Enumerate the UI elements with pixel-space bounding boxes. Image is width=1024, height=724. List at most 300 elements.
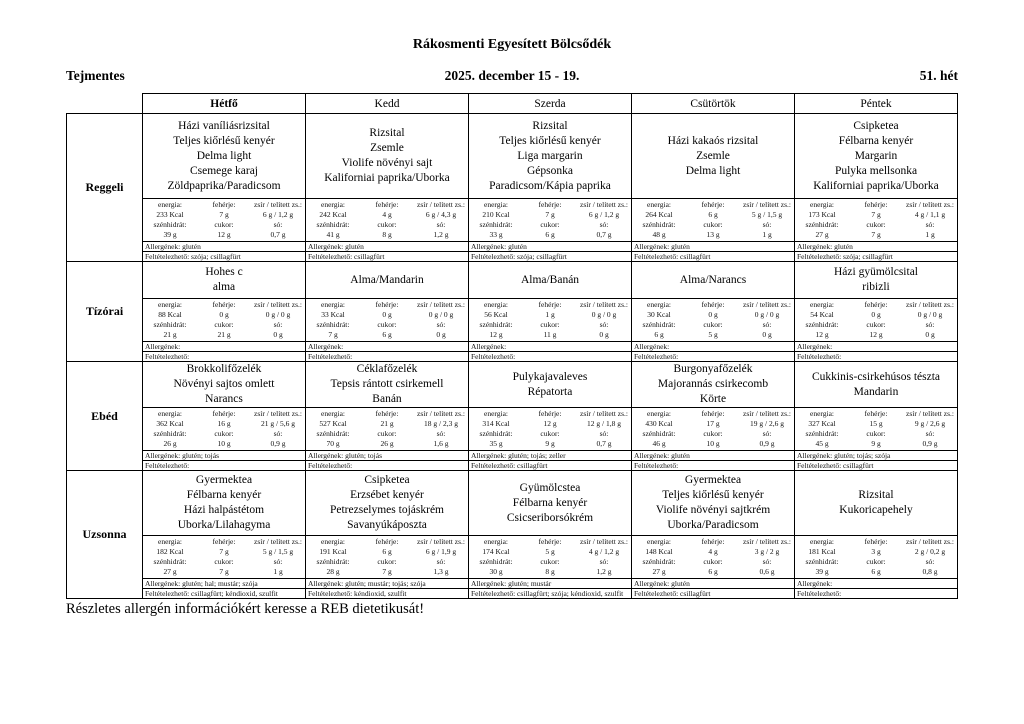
nutrition-grid xyxy=(469,535,631,578)
menu-cell xyxy=(306,471,469,599)
menu-item: Cukkinis-csirkehúsos tészta xyxy=(811,370,941,383)
nutrition-value: 28 g xyxy=(326,567,340,576)
nutrition-value: 9 g xyxy=(871,439,881,448)
nutrition-value: 264 Kcal xyxy=(645,210,673,219)
menu-items xyxy=(632,362,794,407)
menu-item: Céklafőzelék xyxy=(356,363,418,375)
nutrition-value: 30 g xyxy=(489,567,503,576)
menu-item: Hohes c xyxy=(205,266,243,278)
nutrition-label: zsír / telített zs.: xyxy=(906,200,954,209)
suspected-line: Feltételezhető: csillagfürt xyxy=(632,251,794,261)
menu-item: Delma light xyxy=(685,164,741,177)
menu-item: Félbarna kenyér xyxy=(512,496,588,509)
nutrition-value: 39 g xyxy=(163,230,177,239)
menu-items xyxy=(143,471,305,535)
nutrition-value: 6 g xyxy=(382,547,392,556)
nutrition-label: zsír / telített zs.: xyxy=(254,200,302,209)
nutrition-label: energia: xyxy=(809,537,835,546)
nutrition-label: energia: xyxy=(646,537,672,546)
nutrition-value: 8 g xyxy=(545,567,555,576)
nutrition-label: energia: xyxy=(809,409,835,418)
menu-item: Teljes kiőrlésű kenyér xyxy=(173,134,275,147)
nutrition-label: fehérje: xyxy=(701,537,725,546)
menu-cell xyxy=(795,262,958,362)
nutrition-grid xyxy=(306,298,468,341)
menu-cell xyxy=(143,471,306,599)
allergens-line: Allergének: xyxy=(143,341,305,351)
nutrition-label: szénhidrát: xyxy=(153,220,187,229)
allergens-line: Allergének: glutén; tojás xyxy=(143,450,305,460)
nutrition-value: 39 g xyxy=(815,567,829,576)
menu-items xyxy=(306,471,468,535)
nutrition-value: 233 Kcal xyxy=(156,210,184,219)
menu-items xyxy=(795,471,957,535)
diet-label: Tejmentes xyxy=(66,68,125,83)
nutrition-value: 0,7 g xyxy=(596,439,612,448)
menu-item: Banán xyxy=(372,393,402,405)
menu-item: Csicseriborsókrém xyxy=(506,511,594,524)
nutrition-label: fehérje: xyxy=(375,200,399,209)
nutrition-label: fehérje: xyxy=(538,537,562,546)
nutrition-grid xyxy=(632,535,794,578)
suspected-line: Feltételezhető: szója; csillagfürt xyxy=(469,251,631,261)
nutrition-value: 7 g xyxy=(871,230,881,239)
menu-item: Gyümölcstea xyxy=(519,481,581,494)
nutrition-label: fehérje: xyxy=(864,300,888,309)
nutrition-label: energia: xyxy=(483,409,509,418)
nutrition-value: 27 g xyxy=(652,567,666,576)
menu-items xyxy=(143,114,305,198)
menu-items xyxy=(632,262,794,298)
nutrition-label: szénhidrát: xyxy=(805,557,839,566)
menu-item: Zsemle xyxy=(696,149,730,162)
nutrition-label: só: xyxy=(273,557,283,566)
nutrition-label: energia: xyxy=(646,409,672,418)
menu-cell xyxy=(143,362,306,471)
nutrition-value: 327 Kcal xyxy=(808,419,836,428)
nutrition-value: 1 g xyxy=(273,567,283,576)
nutrition-grid xyxy=(632,298,794,341)
nutrition-label: energia: xyxy=(320,300,346,309)
nutrition-value: 0 g / 0 g xyxy=(428,310,454,319)
nutrition-label: cukor: xyxy=(214,429,234,438)
nutrition-grid xyxy=(632,407,794,450)
suspected-line: Feltételezhető: xyxy=(306,351,468,361)
meal-row-2 xyxy=(67,262,958,362)
nutrition-value: 0 g xyxy=(925,330,935,339)
menu-item: Erzsébet kenyér xyxy=(350,489,424,501)
nutrition-grid xyxy=(143,298,305,341)
nutrition-label: só: xyxy=(599,220,609,229)
nutrition-grid xyxy=(795,298,957,341)
corner-cell xyxy=(67,94,143,114)
day-header-row xyxy=(67,94,958,114)
meal-row-1 xyxy=(67,114,958,262)
nutrition-value: 26 g xyxy=(163,439,177,448)
day-header-wednesday: Szerda xyxy=(469,94,632,114)
nutrition-label: só: xyxy=(436,220,446,229)
suspected-line: Feltételezhető: csillagfürt xyxy=(306,251,468,261)
menu-items xyxy=(469,471,631,535)
nutrition-label: energia: xyxy=(320,409,346,418)
nutrition-label: cukor: xyxy=(866,320,886,329)
nutrition-label: szénhidrát: xyxy=(479,557,513,566)
nutrition-label: fehérje: xyxy=(375,537,399,546)
nutrition-value: 181 Kcal xyxy=(808,547,836,556)
menu-cell xyxy=(306,362,469,471)
nutrition-value: 7 g xyxy=(219,547,229,556)
nutrition-value: 0 g / 0 g xyxy=(754,310,780,319)
nutrition-label: só: xyxy=(599,557,609,566)
menu-items xyxy=(795,114,957,198)
nutrition-grid xyxy=(143,198,305,241)
date-range: 2025. december 15 - 19. xyxy=(444,68,580,83)
day-header-tuesday: Kedd xyxy=(306,94,469,114)
nutrition-value: 35 g xyxy=(489,439,503,448)
nutrition-value: 3 g / 2 g xyxy=(754,547,780,556)
menu-items xyxy=(469,262,631,298)
menu-item: Mandarin xyxy=(853,385,899,398)
menu-item: Félbarna kenyér xyxy=(186,489,262,501)
nutrition-label: energia: xyxy=(320,200,346,209)
nutrition-label: só: xyxy=(273,429,283,438)
nutrition-label: cukor: xyxy=(214,320,234,329)
nutrition-label: cukor: xyxy=(214,557,234,566)
nutrition-value: 314 Kcal xyxy=(482,419,510,428)
menu-item: Répatorta xyxy=(527,385,573,398)
nutrition-value: 7 g xyxy=(219,567,229,576)
menu-items xyxy=(632,471,794,535)
nutrition-value: 6 g xyxy=(654,330,664,339)
nutrition-value: 12 g xyxy=(217,230,231,239)
nutrition-grid xyxy=(469,407,631,450)
nutrition-value: 27 g xyxy=(815,230,829,239)
nutrition-label: szénhidrát: xyxy=(153,429,187,438)
nutrition-label: fehérje: xyxy=(864,537,888,546)
weekly-menu-table xyxy=(66,93,958,599)
nutrition-value: 27 g xyxy=(163,567,177,576)
nutrition-value: 6 g xyxy=(708,567,718,576)
nutrition-value: 45 g xyxy=(815,439,829,448)
menu-cell xyxy=(143,262,306,362)
allergens-line: Allergének: glutén xyxy=(306,241,468,251)
nutrition-label: cukor: xyxy=(377,557,397,566)
nutrition-value: 1,2 g xyxy=(433,230,449,239)
nutrition-value: 48 g xyxy=(652,230,666,239)
allergens-line: Allergének: xyxy=(469,341,631,351)
meal-row-4 xyxy=(67,471,958,599)
nutrition-value: 173 Kcal xyxy=(808,210,836,219)
suspected-line: Feltételezhető: xyxy=(143,460,305,470)
nutrition-value: 0 g / 0 g xyxy=(265,310,291,319)
nutrition-label: szénhidrát: xyxy=(805,220,839,229)
allergens-line: Allergének: glutén; tojás; szója xyxy=(795,450,957,460)
nutrition-label: szénhidrát: xyxy=(642,320,676,329)
nutrition-label: zsír / telített zs.: xyxy=(254,300,302,309)
allergens-line: Allergének: glutén; hal; mustár; szója xyxy=(143,578,305,588)
menu-item: Teljes kiőrlésű kenyér xyxy=(499,134,601,147)
suspected-line: Feltételezhető: kéndioxid, szulfit xyxy=(306,588,468,598)
menu-cell xyxy=(795,471,958,599)
nutrition-label: zsír / telített zs.: xyxy=(580,200,628,209)
menu-item: alma xyxy=(212,281,236,293)
menu-item: Alma/Narancs xyxy=(679,273,747,286)
nutrition-value: 7 g xyxy=(328,330,338,339)
suspected-line: Feltételezhető: szója; csillagfürt xyxy=(143,251,305,261)
nutrition-value: 13 g xyxy=(706,230,720,239)
nutrition-label: cukor: xyxy=(540,429,560,438)
nutrition-value: 0,8 g xyxy=(922,567,938,576)
nutrition-value: 6 g / 4,3 g xyxy=(425,210,457,219)
menu-item: Alma/Mandarin xyxy=(350,273,424,286)
nutrition-value: 182 Kcal xyxy=(156,547,184,556)
menu-item: Alma/Banán xyxy=(520,273,580,286)
allergens-line: Allergének: glutén xyxy=(469,241,631,251)
suspected-line: Feltételezhető: xyxy=(795,351,957,361)
nutrition-label: zsír / telített zs.: xyxy=(906,409,954,418)
menu-item: Félbarna kenyér xyxy=(838,134,914,147)
nutrition-value: 3 g xyxy=(871,547,881,556)
menu-item: Körte xyxy=(699,393,727,405)
nutrition-label: zsír / telített zs.: xyxy=(743,409,791,418)
nutrition-label: fehérje: xyxy=(538,200,562,209)
nutrition-label: fehérje: xyxy=(538,409,562,418)
nutrition-value: 9 g xyxy=(545,439,555,448)
nutrition-value: 0 g xyxy=(599,330,609,339)
nutrition-value: 5 g xyxy=(545,547,555,556)
nutrition-label: energia: xyxy=(157,409,183,418)
nutrition-label: zsír / telített zs.: xyxy=(254,537,302,546)
menu-cell xyxy=(306,114,469,262)
menu-cell xyxy=(795,114,958,262)
nutrition-label: só: xyxy=(273,320,283,329)
menu-cell xyxy=(143,114,306,262)
nutrition-label: só: xyxy=(599,429,609,438)
nutrition-label: szénhidrát: xyxy=(805,320,839,329)
nutrition-label: fehérje: xyxy=(701,300,725,309)
suspected-line: Feltételezhető: csillagfürt; szója; kéndioxid, szulfit xyxy=(469,588,631,598)
nutrition-value: 18 g / 2,3 g xyxy=(424,419,458,428)
nutrition-label: fehérje: xyxy=(864,409,888,418)
nutrition-grid xyxy=(795,198,957,241)
nutrition-label: szénhidrát: xyxy=(153,557,187,566)
menu-cell xyxy=(632,114,795,262)
nutrition-value: 6 g / 1,2 g xyxy=(262,210,294,219)
menu-item: Violife növényi sajtkrém xyxy=(655,504,771,516)
meal-label: Reggeli xyxy=(67,114,143,262)
menu-cell xyxy=(632,471,795,599)
nutrition-label: zsír / telített zs.: xyxy=(906,537,954,546)
menu-item: Házi gyümölcsital xyxy=(834,266,918,278)
nutrition-label: cukor: xyxy=(703,220,723,229)
nutrition-value: 1,2 g xyxy=(596,567,612,576)
nutrition-value: 21 g / 5,6 g xyxy=(261,419,295,428)
nutrition-grid xyxy=(143,535,305,578)
menu-item: Teljes kiőrlésű kenyér xyxy=(662,489,764,501)
nutrition-value: 33 Kcal xyxy=(321,310,345,319)
nutrition-label: zsír / telített zs.: xyxy=(417,537,465,546)
nutrition-value: 362 Kcal xyxy=(156,419,184,428)
nutrition-label: energia: xyxy=(483,200,509,209)
nutrition-label: energia: xyxy=(646,200,672,209)
menu-item: Liga margarin xyxy=(517,149,583,162)
menu-item: Tepsis rántott csirkemell xyxy=(330,378,444,390)
suspected-line: Feltételezhető: szója; csillagfürt xyxy=(795,251,957,261)
menu-cell xyxy=(469,114,632,262)
nutrition-value: 6 g xyxy=(871,567,881,576)
nutrition-label: zsír / telített zs.: xyxy=(743,537,791,546)
nutrition-label: cukor: xyxy=(540,557,560,566)
nutrition-value: 0 g xyxy=(871,310,881,319)
menu-cell xyxy=(795,362,958,471)
nutrition-value: 4 g / 1,1 g xyxy=(914,210,946,219)
nutrition-label: fehérje: xyxy=(701,409,725,418)
nutrition-value: 0,6 g xyxy=(759,567,775,576)
nutrition-value: 0 g xyxy=(219,310,229,319)
allergens-line: Allergének: xyxy=(632,341,794,351)
nutrition-value: 6 g / 1,9 g xyxy=(425,547,457,556)
nutrition-value: 4 g / 1,2 g xyxy=(588,547,620,556)
menu-item: Burgonyafőzelék xyxy=(673,363,753,375)
nutrition-label: szénhidrát: xyxy=(805,429,839,438)
menu-item: Pulykajavaleves xyxy=(512,370,588,383)
nutrition-label: energia: xyxy=(320,537,346,546)
nutrition-value: 174 Kcal xyxy=(482,547,510,556)
nutrition-label: só: xyxy=(273,220,283,229)
nutrition-label: só: xyxy=(925,320,935,329)
nutrition-label: só: xyxy=(762,220,772,229)
nutrition-label: zsír / telített zs.: xyxy=(417,409,465,418)
nutrition-label: cukor: xyxy=(214,220,234,229)
nutrition-value: 1,3 g xyxy=(433,567,449,576)
nutrition-value: 5 g xyxy=(708,330,718,339)
menu-item: Kukoricapehely xyxy=(839,504,913,516)
nutrition-label: cukor: xyxy=(866,557,886,566)
menu-items xyxy=(306,262,468,298)
nutrition-label: szénhidrát: xyxy=(316,429,350,438)
menu-item: Delma light xyxy=(196,149,252,162)
nutrition-label: energia: xyxy=(157,537,183,546)
allergens-line: Allergének: glutén xyxy=(632,450,794,460)
menu-items xyxy=(143,362,305,407)
day-header-friday: Péntek xyxy=(795,94,958,114)
nutrition-value: 56 Kcal xyxy=(484,310,508,319)
suspected-line: Feltételezhető: xyxy=(795,588,957,598)
allergens-line: Allergének: glutén; tojás; zeller xyxy=(469,450,631,460)
menu-items xyxy=(632,114,794,198)
nutrition-value: 12 g xyxy=(869,330,883,339)
allergens-line: Allergének: xyxy=(795,578,957,588)
menu-item: Savanyúkáposzta xyxy=(347,519,427,531)
nutrition-value: 26 g xyxy=(380,439,394,448)
nutrition-label: zsír / telített zs.: xyxy=(580,537,628,546)
nutrition-value: 41 g xyxy=(326,230,340,239)
nutrition-value: 21 g xyxy=(380,419,394,428)
suspected-line: Feltételezhető: csillagfürt; kéndioxid, szulfit xyxy=(143,588,305,598)
nutrition-label: energia: xyxy=(157,200,183,209)
nutrition-grid xyxy=(306,535,468,578)
nutrition-label: fehérje: xyxy=(375,300,399,309)
nutrition-value: 17 g xyxy=(706,419,720,428)
nutrition-grid xyxy=(469,298,631,341)
allergens-line: Allergének: glutén xyxy=(795,241,957,251)
menu-item: Házi vaníliásrizsital xyxy=(178,119,270,132)
nutrition-label: zsír / telített zs.: xyxy=(743,200,791,209)
menu-cell xyxy=(632,262,795,362)
nutrition-label: só: xyxy=(762,320,772,329)
menu-item: Házi kakaós rizsital xyxy=(667,134,759,147)
nutrition-value: 242 Kcal xyxy=(319,210,347,219)
nutrition-value: 0,9 g xyxy=(270,439,286,448)
nutrition-label: cukor: xyxy=(703,429,723,438)
nutrition-label: szénhidrát: xyxy=(316,220,350,229)
nutrition-label: zsír / telített zs.: xyxy=(906,300,954,309)
nutrition-label: só: xyxy=(599,320,609,329)
menu-item: Kaliforniai paprika/Uborka xyxy=(324,172,450,184)
nutrition-value: 33 g xyxy=(489,230,503,239)
nutrition-label: zsír / telített zs.: xyxy=(417,300,465,309)
nutrition-value: 0,9 g xyxy=(759,439,775,448)
nutrition-label: zsír / telített zs.: xyxy=(254,409,302,418)
menu-item: Rizsital xyxy=(369,127,405,139)
nutrition-label: energia: xyxy=(483,300,509,309)
nutrition-label: szénhidrát: xyxy=(642,429,676,438)
nutrition-label: cukor: xyxy=(866,220,886,229)
menu-item: Narancs xyxy=(205,393,243,405)
menu-item: Rizsital xyxy=(858,489,894,501)
nutrition-label: fehérje: xyxy=(864,200,888,209)
nutrition-label: cukor: xyxy=(540,320,560,329)
allergens-line: Allergének: glutén; tojás xyxy=(306,450,468,460)
nutrition-label: fehérje: xyxy=(212,300,236,309)
nutrition-value: 88 Kcal xyxy=(158,310,182,319)
nutrition-value: 12 g xyxy=(489,330,503,339)
meal-label: Tízórai xyxy=(67,262,143,362)
nutrition-label: cukor: xyxy=(377,320,397,329)
nutrition-value: 527 Kcal xyxy=(319,419,347,428)
nutrition-label: só: xyxy=(762,557,772,566)
nutrition-grid xyxy=(795,407,957,450)
menu-item: Zöldpaprika/Paradicsom xyxy=(167,179,281,192)
menu-items xyxy=(795,362,957,407)
suspected-line: Feltételezhető: xyxy=(469,351,631,361)
nutrition-value: 5 g / 1,5 g xyxy=(751,210,783,219)
nutrition-label: só: xyxy=(925,557,935,566)
nutrition-value: 4 g xyxy=(382,210,392,219)
nutrition-label: cukor: xyxy=(540,220,560,229)
menu-items xyxy=(306,114,468,198)
nutrition-label: só: xyxy=(925,429,935,438)
suspected-line: Feltételezhető: xyxy=(632,460,794,470)
nutrition-label: szénhidrát: xyxy=(479,320,513,329)
nutrition-label: cukor: xyxy=(866,429,886,438)
nutrition-value: 30 Kcal xyxy=(647,310,671,319)
nutrition-label: só: xyxy=(762,429,772,438)
nutrition-value: 12 g / 1,8 g xyxy=(587,419,621,428)
menu-item: Brokkolifőzelék xyxy=(186,363,262,375)
nutrition-label: cukor: xyxy=(703,320,723,329)
nutrition-label: só: xyxy=(436,320,446,329)
nutrition-label: szénhidrát: xyxy=(642,557,676,566)
nutrition-value: 0,7 g xyxy=(596,230,612,239)
menu-items xyxy=(306,362,468,407)
nutrition-label: energia: xyxy=(483,537,509,546)
meal-label: Uzsonna xyxy=(67,471,143,599)
nutrition-label: energia: xyxy=(646,300,672,309)
nutrition-grid xyxy=(306,407,468,450)
menu-item: Violife növényi sajt xyxy=(341,157,433,169)
subheader xyxy=(66,68,958,86)
